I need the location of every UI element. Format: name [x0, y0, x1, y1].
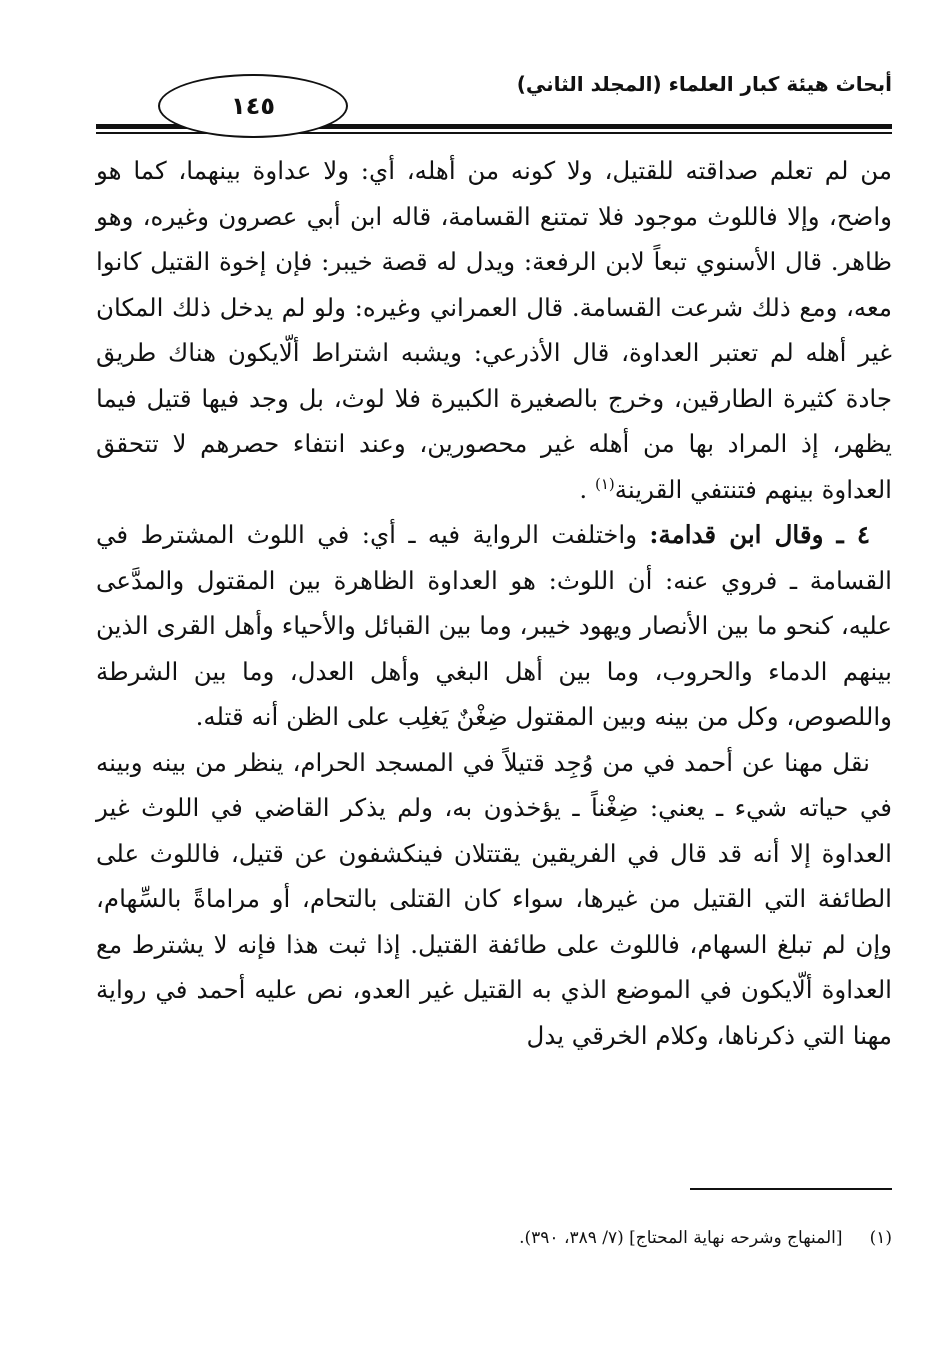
paragraph-2	[96, 512, 892, 740]
page-number-oval	[158, 74, 348, 138]
paragraph-2-text: واختلفت الرواية فيه ـ أي: في اللوث المشترط في القسامة ـ فروي عنه: أن اللوث: هو العداوة الظاهرة بين المقتول والمدَّعى عليه، كنحو ما بين الأنصار ويهود خيبر، وما بين القبائل والأحياء وأهل القرى الذين بينهم الدماء والحروب، وما بين أهل البغي وأهل العدل، وما بين الشرطة واللصوص، وكل من بينه وبين المقتول ضِغْنٌ يَغلِب على الظن أنه قتله.	[96, 520, 892, 731]
paragraph-3	[96, 740, 892, 1059]
paragraph-1-end: .	[579, 474, 595, 504]
footnote-1-text: [المنهاج وشرحه نهاية المحتاج] (٧/ ٣٨٩، ٣٩٠).	[519, 1228, 843, 1248]
main-text	[96, 148, 892, 1058]
paragraph-2-lead: ٤ ـ وقال ابن قدامة:	[649, 520, 870, 549]
footnote-separator	[690, 1188, 892, 1190]
paragraph-1	[96, 148, 892, 512]
running-title: أبحاث هيئة كبار العلماء (المجلد الثاني)	[516, 72, 892, 96]
footnote-ref-1: (١)	[594, 474, 615, 493]
page-number: ١٤٥	[231, 92, 275, 120]
paragraph-1-text: من لم تعلم صداقته للقتيل، ولا كونه من أهله، أي: ولا عداوة بينهما، كما هو واضح، وإلا فاللوث موجود فلا تمتنع القسامة، قاله ابن أبي عصرون وغيره، وهو ظاهر. قال الأسنوي تبعاً لابن الرفعة: ويدل له قصة خيبر: فإن إخوة القتيل كانوا معه، ومع ذلك شرعت القسامة. قال العمراني وغيره: ولو لم يدخل ذلك المكان غير أهله لم تعتبر العداوة، قال الأذرعي: ويشبه اشتراط ألّايكون هناك طريق جادة كثيرة الطارقين، وخرج بالصغيرة الكبيرة فلا لوث، بل وجد فيها قتيل فيما يظهر، إذ المراد بها من أهله غير محصورين، وعند انتفاء حصرهم لا تتحقق العداوة بينهم فتنتفي القرينة	[96, 156, 892, 504]
footnote-1-marker: (١)	[869, 1228, 892, 1248]
footnote-1	[96, 1225, 892, 1251]
paragraph-3-text: نقل مهنا عن أحمد في من وُجِد قتيلاً في المسجد الحرام، ينظر من بينه وبينه في حياته شيء ـ يعني: ضِغْناً ـ يؤخذون به، ولم يذكر القاضي في اللوث غير العداوة إلا أنه قد قال في الفريقين يقتتلان فينكشفون عن قتيل، فاللوث على الطائفة التي القتيل من غيرها، سواء كان القتلى بالتحام، أو مراماةً بالسِّهام، وإن لم تبلغ السهام، فاللوث على طائفة القتيل. إذا ثبت هذا فإنه لا يشترط مع العداوة ألّايكون في الموضع الذي به القتيل غير العدو، نص عليه أحمد في رواية مهنا التي ذكرناها، وكلام الخرقي يدل	[96, 747, 892, 1050]
page-header	[96, 62, 892, 142]
